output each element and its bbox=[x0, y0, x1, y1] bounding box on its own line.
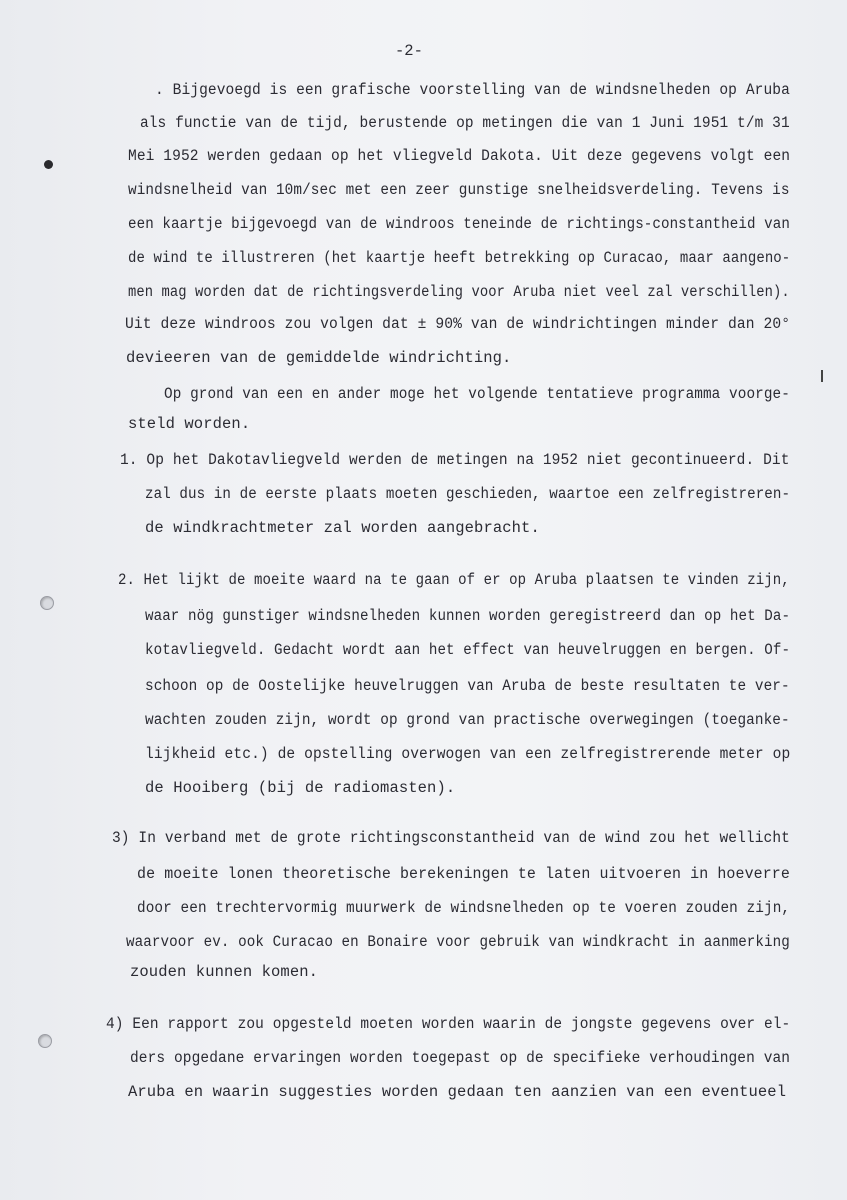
text-line: zal dus in de eerste plaats moeten geschieden, waartoe een zelfregistreren- bbox=[145, 485, 791, 503]
text-line: de Hooiberg (bij de radiomasten). bbox=[145, 779, 456, 797]
text-line: men mag worden dat de richtingsverdeling voor Aruba niet veel zal verschillen). bbox=[128, 283, 790, 301]
text-line: als functie van de tijd, berustende op metingen die van 1 Juni 1951 t/m 31 bbox=[140, 114, 790, 132]
ink-dot-mark bbox=[44, 160, 53, 169]
list-item-4: 4) Een rapport zou opgesteld moeten worden waarin de jongste gegevens over el- bbox=[106, 1015, 791, 1033]
text-line: door een trechtervormig muurwerk de windsnelheden op te voeren zouden zijn, bbox=[137, 899, 791, 917]
text-line: Uit deze windroos zou volgen dat ± 90% van de windrichtingen minder dan 20° bbox=[125, 315, 791, 333]
text-line: Mei 1952 werden gedaan op het vliegveld Dakota. Uit deze gegevens volgt een bbox=[128, 147, 791, 165]
text-line: devieeren van de gemiddelde windrichting. bbox=[126, 349, 512, 367]
list-item-3: 3) In verband met de grote richtingsconstantheid van de wind zou het wellicht bbox=[112, 829, 790, 847]
text-line: steld worden. bbox=[128, 415, 251, 433]
text-line: wachten zouden zijn, wordt op grond van practische overwegingen (toeganke- bbox=[145, 711, 790, 729]
text-line: ders opgedane ervaringen worden toegepast op de specifieke verhoudingen van bbox=[130, 1049, 791, 1067]
text-line: . Bijgevoegd is een grafische voorstelling van de windsnelheden op Aruba bbox=[155, 81, 790, 99]
text-line: kotavliegveld. Gedacht wordt aan het effect van heuvelruggen en bergen. Of- bbox=[145, 641, 791, 659]
punch-hole-bottom bbox=[38, 1034, 52, 1048]
text-line: de wind te illustreren (het kaartje heeft betrekking op Curacao, maar aangeno- bbox=[128, 249, 791, 267]
page-number: -2- bbox=[395, 42, 423, 60]
text-line: de windkrachtmeter zal worden aangebracht. bbox=[145, 519, 540, 537]
text-line: een kaartje bijgevoegd van de windroos teneinde de richtings-constantheid van bbox=[128, 215, 790, 233]
punch-hole-top bbox=[40, 596, 54, 610]
text-line: windsnelheid van 10m/sec met een zeer gunstige snelheidsverdeling. Tevens is bbox=[128, 181, 790, 199]
list-item-1: 1. Op het Dakotavliegveld werden de metingen na 1952 niet gecontinueerd. Dit bbox=[120, 451, 790, 469]
margin-tick-mark bbox=[821, 370, 823, 382]
text-line: zouden kunnen komen. bbox=[130, 963, 319, 981]
text-line: de moeite lonen theoretische berekeningen te laten uitvoeren in hoeverre bbox=[137, 865, 790, 883]
text-line: waar nög gunstiger windsnelheden kunnen worden geregistreerd dan op het Da- bbox=[145, 607, 791, 625]
text-line: Aruba en waarin suggesties worden gedaan ten aanzien van een eventueel bbox=[128, 1083, 787, 1101]
list-item-2: 2. Het lijkt de moeite waard na te gaan of er op Aruba plaatsen te vinden zijn, bbox=[118, 571, 790, 589]
text-line: lijkheid etc.) de opstelling overwogen van een zelfregistrerende meter op bbox=[145, 745, 791, 763]
text-line: waarvoor ev. ook Curacao en Bonaire voor gebruik van windkracht in aanmerking bbox=[126, 933, 790, 951]
text-line: Op grond van een en ander moge het volgende tentatieve programma voorge- bbox=[164, 385, 790, 403]
text-line: schoon op de Oostelijke heuvelruggen van Aruba de beste resultaten te ver- bbox=[145, 677, 790, 695]
